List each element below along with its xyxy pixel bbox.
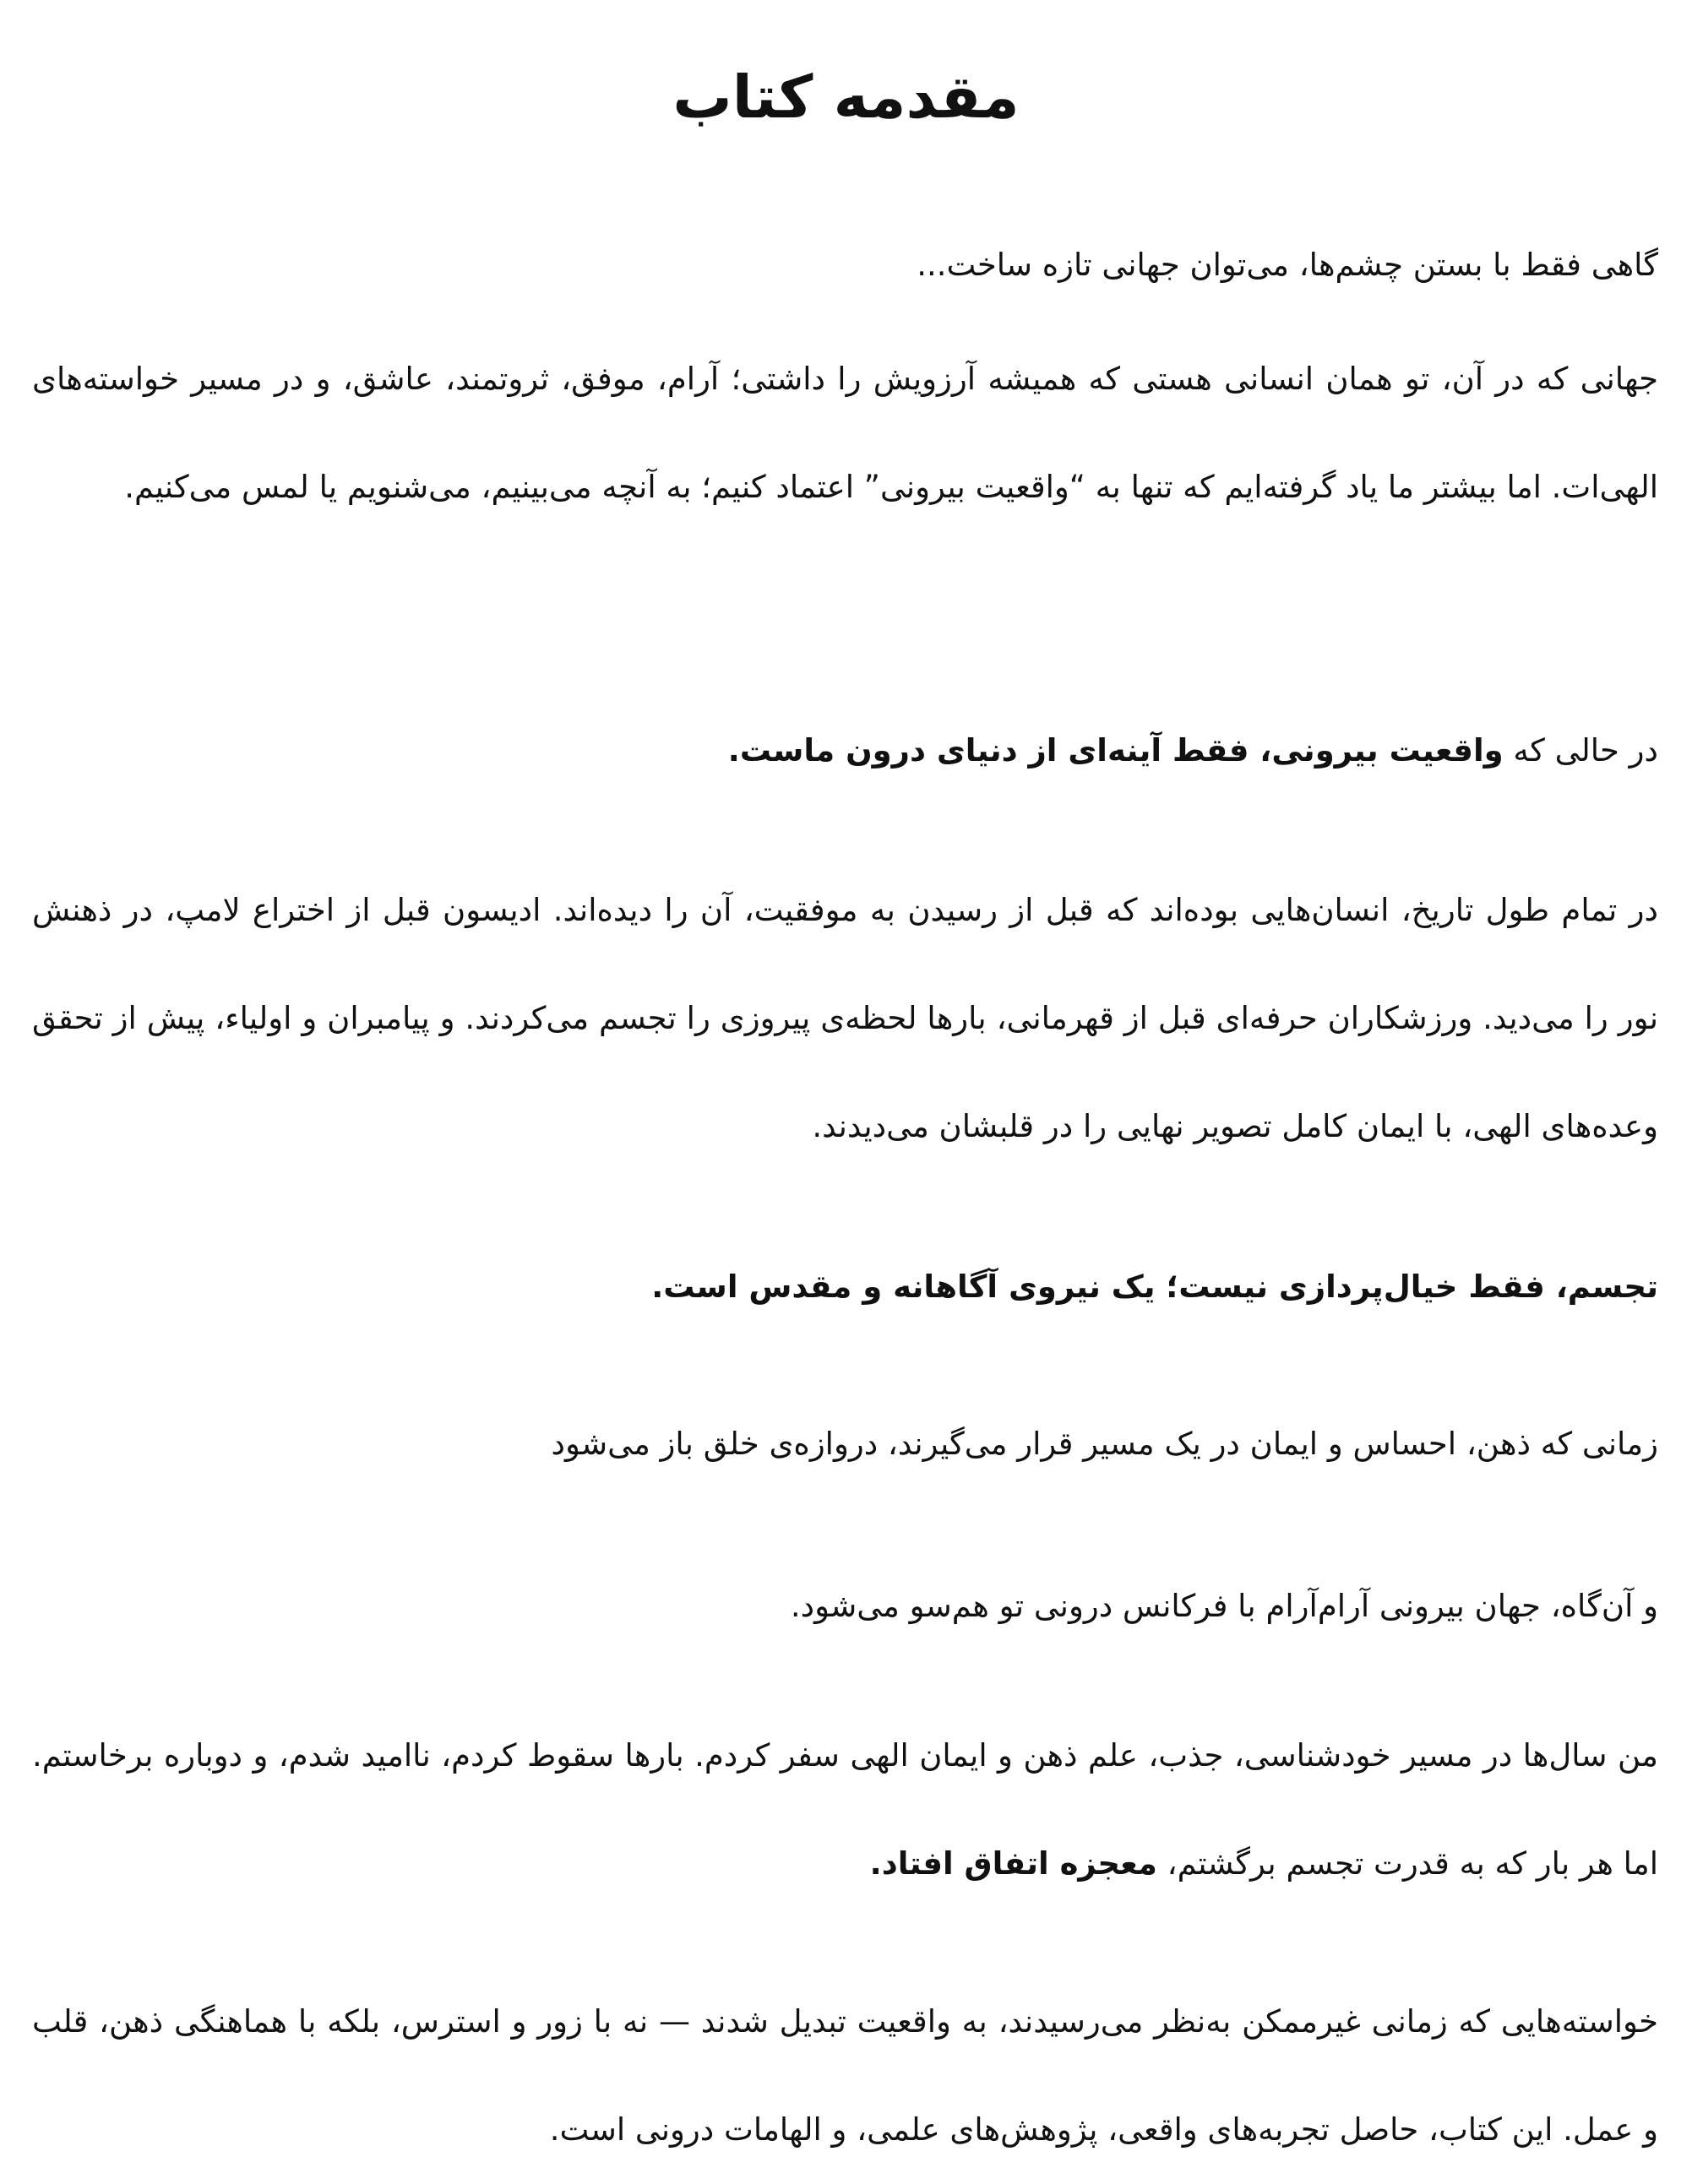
paragraph-gate-of-creation: زمانی که ذهن، احساس و ایمان در یک مسیر قرار می‌گیرند، دروازه‌ی خلق باز می‌شود — [551, 1426, 1658, 1462]
paragraph-outer-reality: جهانی که در آن، تو همان انسانی هستی که همیشه آرزویش را داشتی؛ آرام، موفق، ثروتمند، عاشق، و در مسیر خواسته‌های الهی‌ات. اما بیشتر ما یاد گرفته‌ایم که تنها به “واقعیت بیرونی” اعتماد کنیم؛ به آنچه می‌بینیم، می‌شنویم یا لمس می‌کنیم. — [32, 361, 1658, 505]
paragraph-alignment: و آن‌گاه، جهان بیرونی آرام‌آرام با فرکانس درونی تو هم‌سو می‌شود. — [790, 1588, 1658, 1624]
paragraph-mirror — [32, 697, 1658, 805]
paragraph-visualization-statement: تجسم، فقط خیال‌پردازی نیست؛ یک نیروی آگاهانه و مقدس است. — [651, 1269, 1658, 1305]
paragraph-author-journey-bold: معجزه اتفاق افتاد. — [869, 1845, 1157, 1882]
paragraph-mirror-plain: در حالی که — [1503, 732, 1658, 769]
paragraph-history: در تمام طول تاریخ، انسان‌هایی بوده‌اند که قبل از رسیدن به موفقیت، آن را دیده‌اند. ادیسون قبل از اختراع لامپ، در ذهنش نور را می‌دید. ورزشکاران حرفه‌ای قبل از قهرمانی، بارها لحظه‌ی پیروزی را تجسم می‌کردند. و پیامبران و اولیاء، پیش از تحقق وعده‌های الهی، با ایمان کامل تصویر نهایی را در قلبشان می‌دیدند. — [32, 892, 1658, 1144]
page-title: مقدمه کتاب — [672, 62, 1020, 132]
paragraph-book-origin: خواسته‌هایی که زمانی غیرممکن به‌نظر می‌رسیدند، به واقعیت تبدیل شدند — نه با زور و استرس، بلکه با هماهنگی ذهن، قلب و عمل. این کتاب، حاصل تجربه‌های واقعی، پژوهش‌های علمی، و الهامات درونی است. — [32, 2003, 1658, 2148]
paragraph-author-journey-plain: من سال‌ها در مسیر خودشناسی، جذب، علم ذهن و ایمان الهی سفر کردم. بارها سقوط کردم، ناامید شدم، و دوباره برخاستم. اما هر بار که به قدرت تجسم برگشتم، — [32, 1737, 1658, 1882]
paragraph-mirror-bold: واقعیت بیرونی، فقط آینه‌ای از دنیای درون ماست. — [727, 732, 1504, 769]
paragraph-author-journey — [32, 1702, 1658, 1918]
paragraph-intro: گاهی فقط با بستن چشم‌ها، می‌توان جهانی تازه ساخت... — [917, 247, 1658, 283]
